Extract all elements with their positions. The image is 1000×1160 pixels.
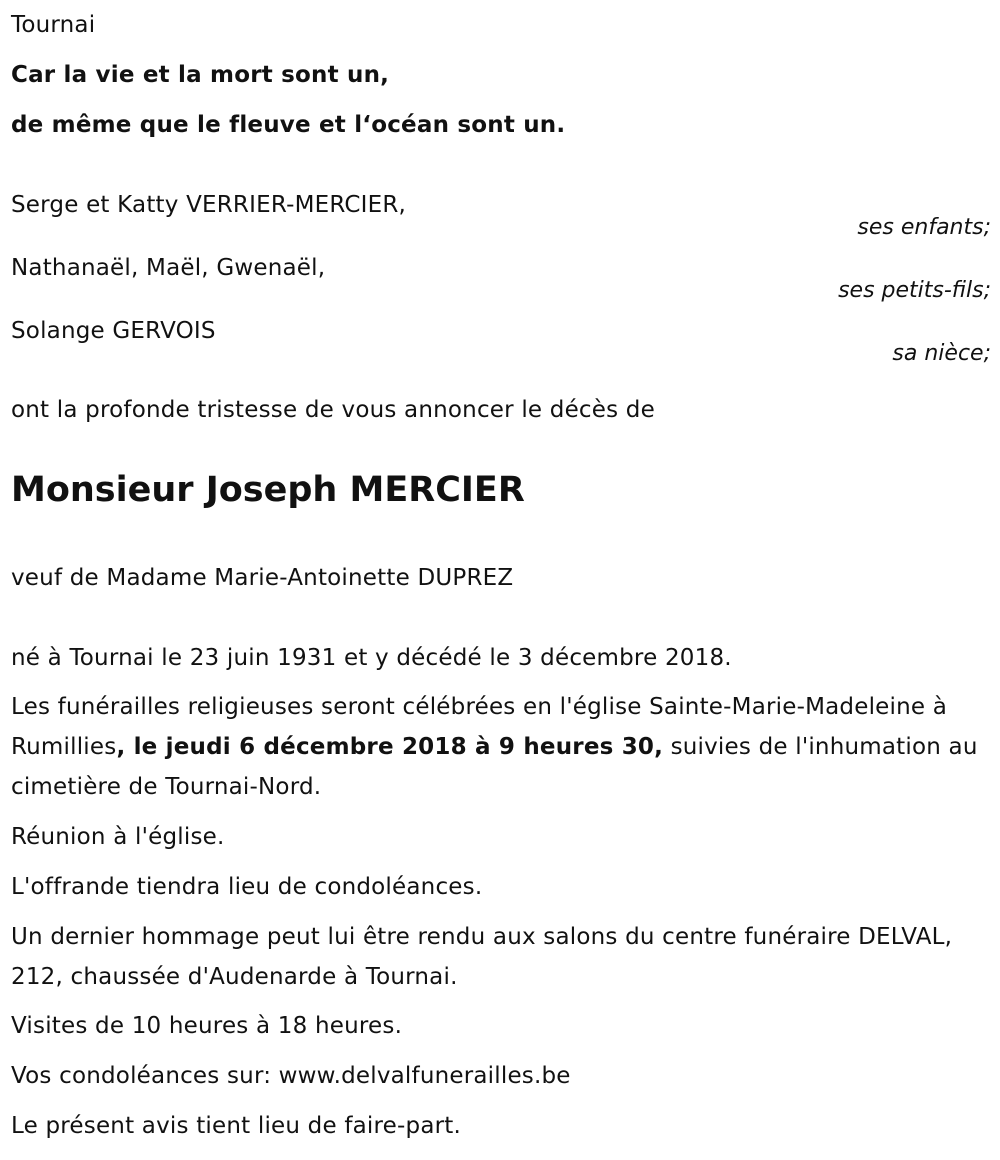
visiting-hours: Visites de 10 heures à 18 heures. <box>11 1013 403 1039</box>
family-relation-children: ses enfants; <box>857 215 991 240</box>
quote-line-2: de même que le fleuve et l‘océan sont un. <box>11 112 566 138</box>
offering-note: L'offrande tiendra lieu de condoléances. <box>11 874 483 900</box>
funeral-text-start: Les funérailles religieuses seront célébrées en l'église Sainte-Marie-Madeleine à Rumillies <box>11 694 948 760</box>
family-names-niece: Solange GERVOIS <box>11 318 216 344</box>
birth-death-dates: né à Tournai le 23 juin 1931 et y décédé le 3 décembre 2018. <box>11 645 732 671</box>
funeral-details <box>11 687 986 807</box>
family-names-grandsons: Nathanaël, Maël, Gwenaël, <box>11 255 326 281</box>
family-relation-grandsons: ses petits-fils; <box>838 278 991 303</box>
tribute-details: Un dernier hommage peut lui être rendu aux salons du centre funéraire DELVAL, 212, chaussée d'Audenarde à Tournai. <box>11 924 953 990</box>
widower-of: veuf de Madame Marie-Antoinette DUPREZ <box>11 565 514 591</box>
quote-line-1: Car la vie et la mort sont un, <box>11 62 390 88</box>
family-names-children: Serge et Katty VERRIER-MERCIER, <box>11 192 407 218</box>
funeral-text-end: suivies de l'inhumation au cimetière de Tournai-Nord. <box>11 734 978 800</box>
city-heading: Tournai <box>11 12 96 38</box>
announcement-text: ont la profonde tristesse de vous annoncer le décès de <box>11 397 655 423</box>
notice-footer: Le présent avis tient lieu de faire-part. <box>11 1113 462 1139</box>
deceased-name: Monsieur Joseph MERCIER <box>11 470 525 510</box>
family-relation-niece: sa nièce; <box>892 341 991 366</box>
meeting-note: Réunion à l'église. <box>11 824 225 850</box>
condolences-website: Vos condoléances sur: www.delvalfunerailles.be <box>11 1063 571 1089</box>
funeral-date-time: , le jeudi 6 décembre 2018 à 9 heures 30, <box>116 734 664 760</box>
